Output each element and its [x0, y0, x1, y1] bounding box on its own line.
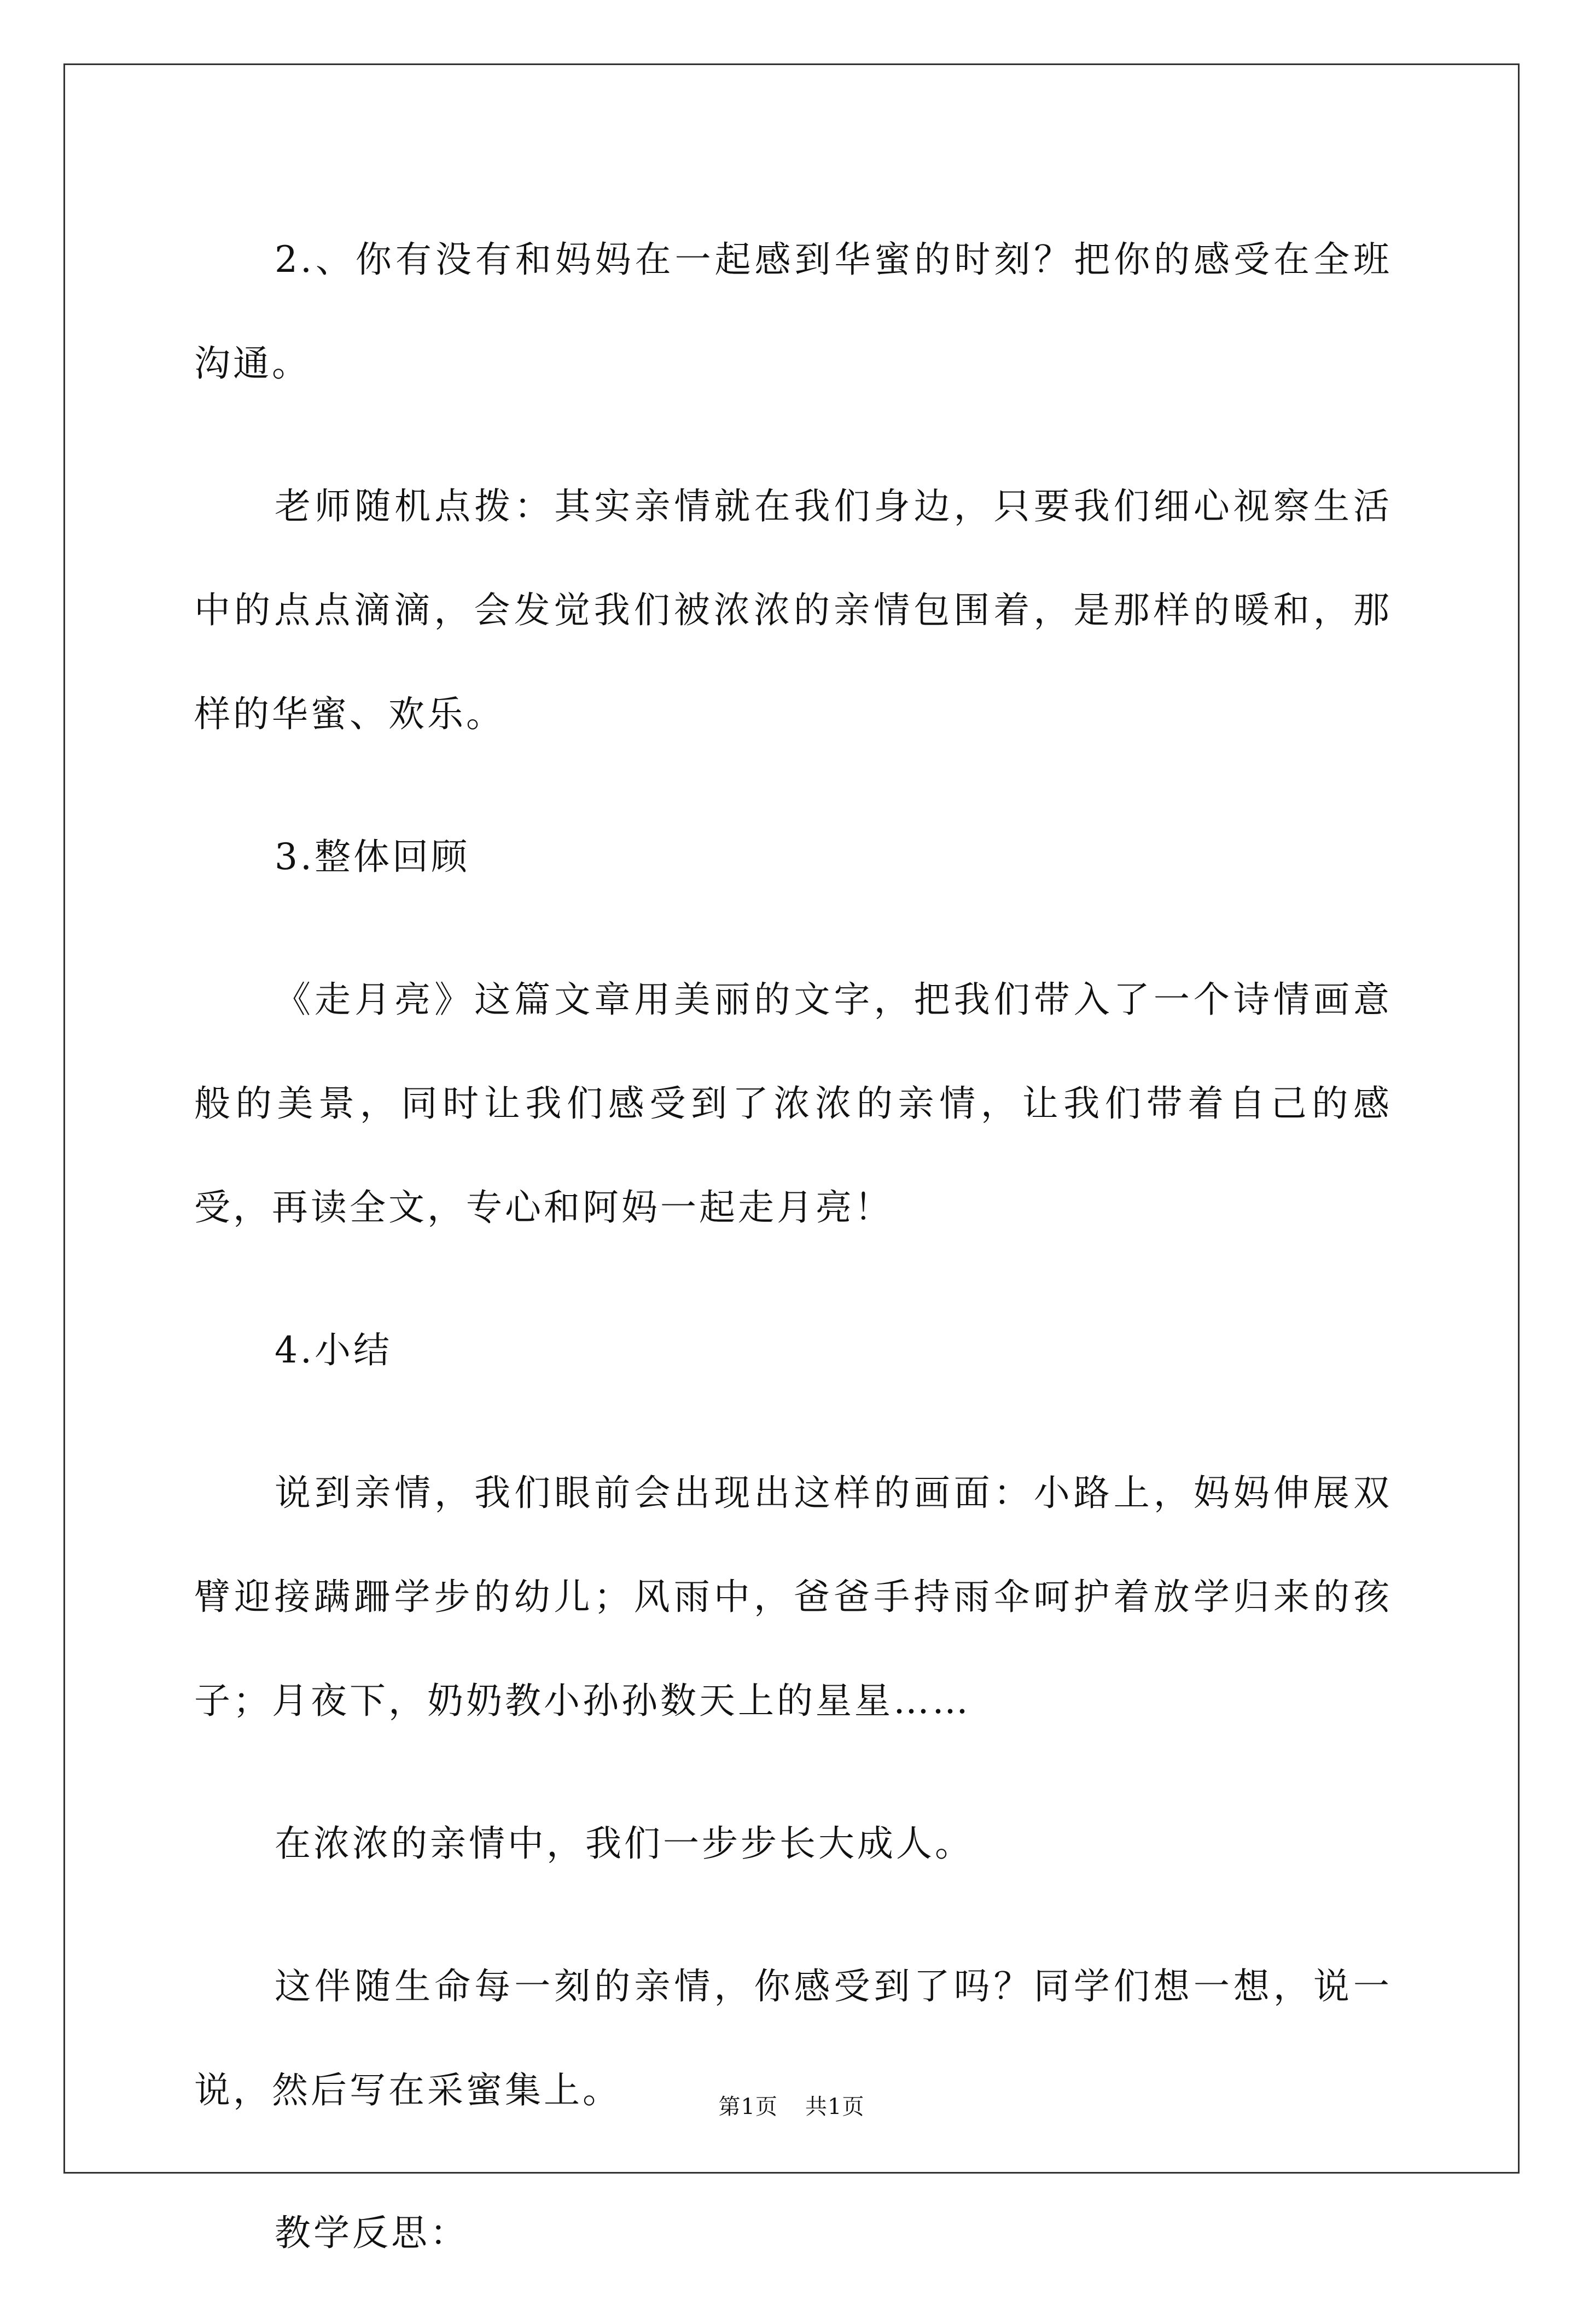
heading-summary: 4.小结 — [275, 1329, 392, 1371]
document-body — [194, 208, 1392, 2324]
page-number: 第1页 — [718, 2094, 778, 2119]
paragraph-summary: 说到亲情，我们眼前会出现出这样的画面：小路上，妈妈伸展双臂迎接蹒跚学步的幼儿；风雨中，爸爸手持雨伞呵护着放学归来的孩子；月夜下，奶奶教小孙孙数天上的星星…… — [194, 1472, 1392, 1722]
heading-teaching-reflection: 教学反思： — [275, 2212, 469, 2254]
paragraph-question: 2.、你有没有和妈妈在一起感到华蜜的时刻？把你的感受在全班沟通。 — [194, 238, 1392, 385]
paragraph-teacher-guidance: 老师随机点拨：其实亲情就在我们身边，只要我们细心视察生活中的点点滴滴，会发觉我们被浓浓的亲情包围着，是那样的暖和，那样的华蜜、欢乐。 — [194, 485, 1392, 735]
page-total: 共1页 — [805, 2094, 865, 2119]
page-footer — [0, 2089, 1583, 2121]
heading-overall-review: 3.整体回顾 — [275, 836, 470, 878]
paragraph-review: 《走月亮》这篇文章用美丽的文字，把我们带入了一个诗情画意般的美景，同时让我们感受到了浓浓的亲情，让我们带着自己的感受，再读全文，专心和阿妈一起走月亮！ — [194, 978, 1392, 1228]
paragraph-growing-up: 在浓浓的亲情中，我们一步步长大成人。 — [275, 1822, 974, 1865]
paragraph-assignment: 这伴随生命每一刻的亲情，你感受到了吗？同学们想一想，说一说，然后写在采蜜集上。 — [194, 1965, 1392, 2111]
